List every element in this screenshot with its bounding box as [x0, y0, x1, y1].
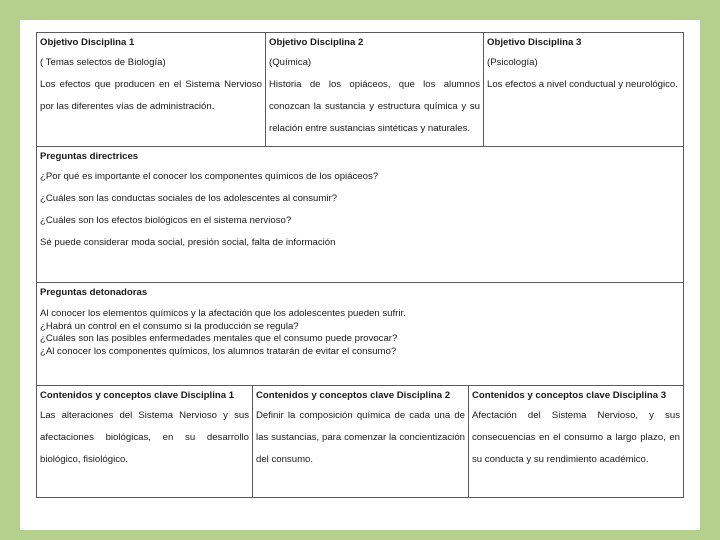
objective-2-text: Historia de los opiáceos, que los alumnos conozcan la sustancia y estructura química y su relación entre sustancias sintéticas y naturales.	[269, 79, 480, 134]
trigger-question: ¿Al conocer los componentes químicos, los alumnos tratarán de evitar el consumo?	[40, 345, 397, 357]
objective-3-title: Objetivo Disciplina 3	[487, 37, 582, 48]
trigger-question: ¿Cuáles son las posibles enfermedades mentales que el consumo puede provocar?	[40, 333, 398, 344]
slide	[20, 20, 700, 530]
objective-3-subject: (Psicología)	[487, 57, 538, 68]
content-3-text: Afectación del Sistema Nervioso, y sus consecuencias en el consumo a largo plazo, en su conducta y su rendimiento académico.	[472, 410, 680, 465]
guiding-questions-cell	[37, 147, 683, 283]
guiding-question: ¿Por qué es importante el conocer los componentes químicos de los opiáceos?	[40, 171, 379, 182]
trigger-question: ¿Habrá un control en el consumo si la producción se regula?	[40, 320, 299, 332]
content-2-text: Definir la composición química de cada una de las sustancias, para comenzar la concientización del consumo.	[256, 410, 465, 465]
content-2-title: Contenidos y conceptos clave Disciplina 2	[256, 390, 451, 401]
planning-table	[36, 32, 684, 498]
trigger-questions-cell	[37, 283, 683, 386]
guiding-questions-title: Preguntas directrices	[40, 151, 139, 162]
content-cell-1	[37, 386, 253, 497]
trigger-questions-title: Preguntas detonadoras	[40, 287, 148, 298]
objective-1-title: Objetivo Disciplina 1	[40, 37, 135, 48]
objective-2-subject: (Química)	[269, 57, 312, 68]
objective-1-subject: ( Temas selectos de Biología)	[40, 57, 166, 68]
content-3-title: Contenidos y conceptos clave Disciplina 3	[472, 390, 667, 401]
objective-3-text: Los efectos a nivel conductual y neurológico.	[487, 79, 678, 90]
objective-cell-3	[484, 33, 683, 147]
objective-cell-1	[37, 33, 266, 147]
content-1-title: Contenidos y conceptos clave Disciplina 1	[40, 390, 235, 401]
content-cell-3	[469, 386, 683, 497]
objective-cell-2	[266, 33, 484, 147]
content-cell-2	[253, 386, 469, 497]
trigger-question: Al conocer los elementos químicos y la afectación que los adolescentes pueden sufrir.	[40, 308, 406, 319]
guiding-question: ¿Cuáles son los efectos biológicos en el sistema nervioso?	[40, 215, 292, 226]
page-number: 79	[664, 499, 676, 510]
objective-2-title: Objetivo Disciplina 2	[269, 37, 364, 48]
guiding-question: Sé puede considerar moda social, presión social, falta de información	[40, 237, 336, 248]
content-1-text: Las alteraciones del Sistema Nervioso y sus afectaciones biológicas, en su desarrollo biológico, fisiológico.	[40, 410, 249, 465]
guiding-question: ¿Cuáles son las conductas sociales de los adolescentes al consumir?	[40, 193, 338, 204]
objective-1-text: Los efectos que producen en el Sistema Nervioso por las diferentes vías de administración.	[40, 79, 262, 112]
